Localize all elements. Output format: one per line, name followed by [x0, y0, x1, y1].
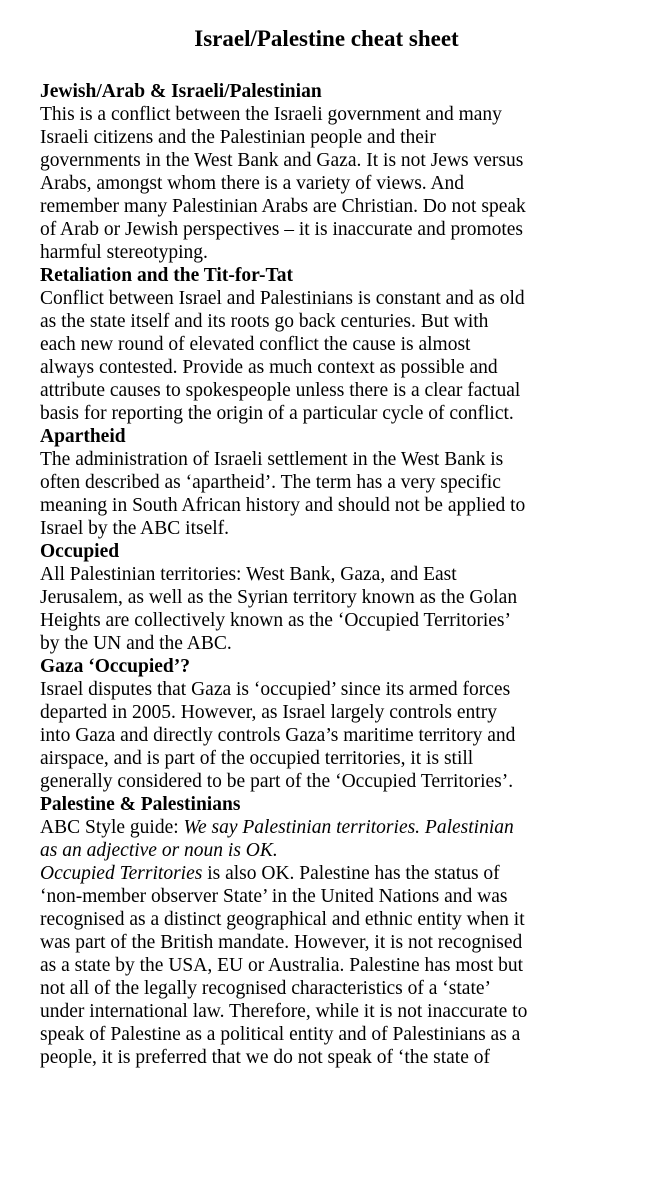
- text-line: The administration of Israeli settlement in the West Bank is: [40, 449, 504, 470]
- section-body: [40, 103, 640, 264]
- section-apartheid: [40, 425, 653, 540]
- text-line: Heights are collectively known as the ‘Occupied Territories’: [40, 610, 511, 631]
- text-line: as a state by the USA, EU or Australia. Palestine has most but: [40, 955, 524, 976]
- section-heading: Apartheid: [40, 426, 126, 447]
- section-retaliation: [40, 264, 653, 425]
- section-occupied: [40, 540, 653, 655]
- text-line: Israel disputes that Gaza is ‘occupied’ since its armed forces: [40, 679, 511, 700]
- occupied-territories-line: [40, 862, 640, 885]
- text-line: speak of Palestine as a political entity and of Palestinians as a: [40, 1024, 521, 1045]
- section-body: [40, 816, 640, 1069]
- text-line: often described as ‘apartheid’. The term has a very specific: [40, 472, 501, 493]
- occupied-territories-term: Occupied Territories: [40, 863, 203, 884]
- text-line: This is a conflict between the Israeli government and many: [40, 104, 502, 125]
- text-line: under international law. Therefore, while it is not inaccurate to: [40, 1001, 528, 1022]
- text-line: basis for reporting the origin of a particular cycle of conflict.: [40, 403, 514, 424]
- style-guide-line: [40, 816, 640, 839]
- text-line: recognised as a distinct geographical and ethnic entity when it: [40, 909, 525, 930]
- text-line: not all of the legally recognised characteristics of a ‘state’: [40, 978, 492, 999]
- occupied-territories-rest: is also OK. Palestine has the status of: [202, 863, 500, 884]
- section-body: [40, 287, 640, 425]
- text-line: governments in the West Bank and Gaza. It is not Jews versus: [40, 150, 524, 171]
- text-line: attribute causes to spokespeople unless there is a clear factual: [40, 380, 521, 401]
- section-gaza-occupied: [40, 655, 653, 793]
- style-guide-quote: We say Palestinian territories. Palestinian: [183, 817, 514, 838]
- text-line: each new round of elevated conflict the cause is almost: [40, 334, 471, 355]
- section-heading: Retaliation and the Tit-for-Tat: [40, 265, 293, 286]
- text-line: Israel by the ABC itself.: [40, 518, 230, 539]
- page-title: Israel/Palestine cheat sheet: [194, 26, 459, 51]
- text-line: All Palestinian territories: West Bank, Gaza, and East: [40, 564, 457, 585]
- section-heading: Occupied: [40, 541, 120, 562]
- section-jewish-arab: [40, 80, 653, 264]
- text-line: meaning in South African history and should not be applied to: [40, 495, 526, 516]
- section-body: [40, 448, 640, 540]
- text-line: by the UN and the ABC.: [40, 633, 232, 654]
- section-heading: Jewish/Arab & Israeli/Palestinian: [40, 81, 322, 102]
- section-body: [40, 563, 640, 655]
- section-body: [40, 678, 640, 793]
- text-line: into Gaza and directly controls Gaza’s maritime territory and: [40, 725, 516, 746]
- section-heading: Gaza ‘Occupied’?: [40, 656, 191, 677]
- style-guide-prefix: ABC Style guide:: [40, 817, 184, 838]
- section-heading: Palestine & Palestinians: [40, 794, 241, 815]
- text-line: Arabs, amongst whom there is a variety of views. And: [40, 173, 465, 194]
- text-line: ‘non-member observer State’ in the United Nations and was: [40, 886, 508, 907]
- text-line: of Arab or Jewish perspectives – it is inaccurate and promotes: [40, 219, 524, 240]
- section-palestine: [40, 793, 653, 1069]
- text-line: departed in 2005. However, as Israel largely controls entry: [40, 702, 497, 723]
- style-guide-quote-cont: as an adjective or noun is OK.: [40, 840, 278, 861]
- text-line: Israeli citizens and the Palestinian people and their: [40, 127, 436, 148]
- text-line: Conflict between Israel and Palestinians is constant and as old: [40, 288, 525, 309]
- text-line: was part of the British mandate. However, it is not recognised: [40, 932, 523, 953]
- text-line: as the state itself and its roots go back centuries. But with: [40, 311, 489, 332]
- text-line: harmful stereotyping.: [40, 242, 208, 263]
- text-line: remember many Palestinian Arabs are Christian. Do not speak: [40, 196, 526, 217]
- text-line: airspace, and is part of the occupied territories, it is still: [40, 748, 474, 769]
- text-line: always contested. Provide as much context as possible and: [40, 357, 498, 378]
- text-line: generally considered to be part of the ‘Occupied Territories’.: [40, 771, 514, 792]
- text-line: people, it is preferred that we do not speak of ‘the state of: [40, 1047, 490, 1068]
- text-line: Jerusalem, as well as the Syrian territory known as the Golan: [40, 587, 518, 608]
